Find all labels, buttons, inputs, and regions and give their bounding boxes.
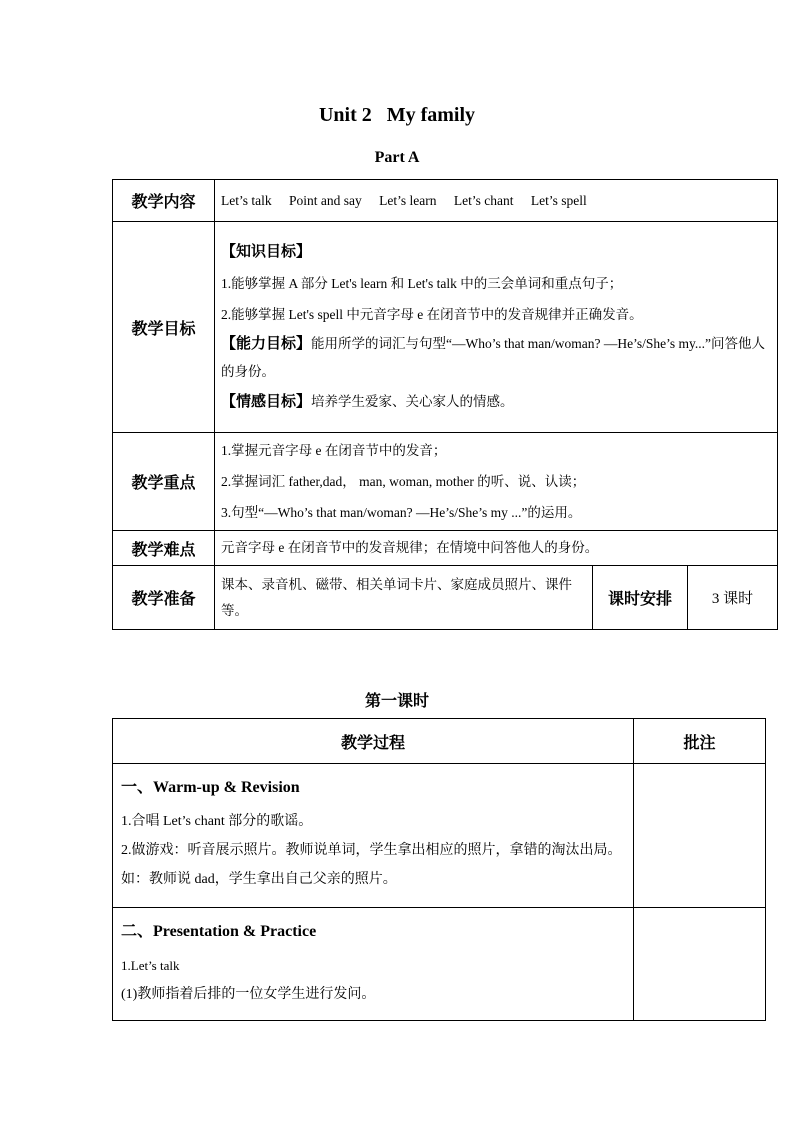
section-title: 一、Warm-up & Revision [121,779,300,796]
schedule-label: 课时安排 [593,566,688,630]
section-line: (1)教师指着后排的一位女学生进行发问。 [121,987,376,1002]
knowledge-item: 1.能够掌握 A 部分 Let's learn 和 Let's talk 中的三会单词和重点句子； [221,276,623,291]
content-item: Point and say [289,192,362,208]
difficulty-text: 元音字母 e 在闭音节中的发音规律；在情境中问答他人的身份。 [215,531,778,566]
content-item: Let’s learn [379,192,437,208]
emotion-heading: 【情感目标】 [221,394,312,410]
notes-cell [634,764,766,908]
focus-item: 3.句型“—Who’s that man/woman? —He’s/She’s my ...”的运用。 [221,505,582,520]
section-line: 1.合唱 Let’s chant 部分的歌谣。 [121,814,313,829]
focus-item: 1.掌握元音字母 e 在闭音节中的发音； [221,443,447,458]
prep-text: 课本、录音机、磁带、相关单词卡片、家庭成员照片、课件等。 [215,566,593,630]
ability-heading: 【能力目标】 [221,336,312,352]
emotion-text: 培养学生爱家、关心家人的情感。 [311,394,514,409]
content-item: Let’s chant [453,192,514,208]
process-header: 教学过程 [113,719,634,764]
section-line: 1.Let’s talk [121,958,180,973]
prep-label: 教学准备 [113,566,215,630]
knowledge-item: 2.能够掌握 Let's spell 中元音字母 e 在闭音节中的发音规律并正确发音。 [221,307,643,322]
content-item: Let’s talk [221,192,272,208]
notes-cell [634,908,766,1021]
section-title: 二、Presentation & Practice [121,923,317,940]
objectives-content [215,222,778,433]
page-title: Unit 2 My family [318,104,476,126]
focus-label: 教学重点 [113,433,215,531]
section-presentation [113,908,634,1021]
objectives-label: 教学目标 [113,222,215,433]
section-line: 2.做游戏：听音展示照片。教师说单词，学生拿出相应的照片，拿错的淘汰出局。如：教师说 dad，学生拿出自己父亲的照片。 [121,843,622,887]
process-table [112,718,766,1021]
difficulty-label: 教学难点 [113,531,215,566]
focus-item: 2.掌握词汇 father,dad， man, woman, mother 的听、说、认读； [221,474,586,489]
content-items [215,180,778,222]
notes-header: 批注 [634,719,766,764]
knowledge-heading: 【知识目标】 [221,244,312,260]
focus-content [215,433,778,531]
ability-text: 能用所学的词汇与句型“—Who’s that man/woman? —He’s/She’s my...”问答他人的身份。 [221,336,765,379]
content-item: Let’s spell [530,192,587,208]
lesson-title: 第一课时 [364,693,429,710]
page-subtitle: Part A [374,149,420,166]
section-warmup [113,764,634,908]
schedule-value: 3 课时 [688,566,778,630]
content-label: 教学内容 [113,180,215,222]
lesson-info-table [112,179,778,630]
